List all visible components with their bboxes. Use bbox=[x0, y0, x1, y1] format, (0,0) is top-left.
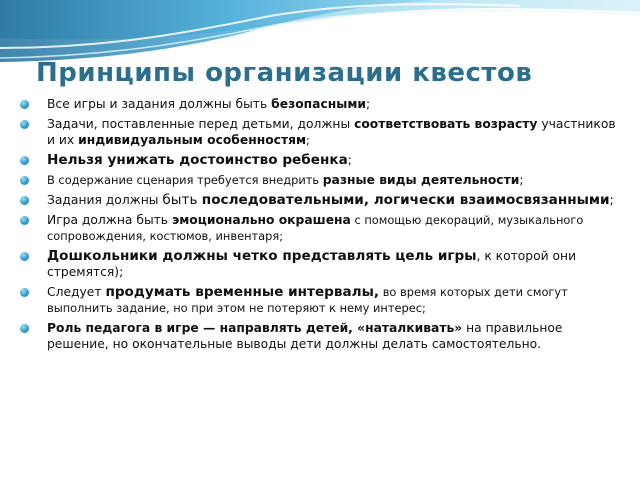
bullet-dot-icon bbox=[20, 120, 29, 129]
emphasis-text: Нельзя унижать достоинство ребенка bbox=[47, 152, 348, 168]
list-item bbox=[18, 212, 618, 244]
principles-list bbox=[18, 96, 618, 356]
emphasis-text: соответствовать возрасту bbox=[354, 117, 538, 131]
body-text: Игра должна быть bbox=[47, 213, 172, 227]
emphasis-text: продумать временные интервалы, bbox=[105, 284, 380, 300]
emphasis-text: Роль педагога в игре — направлять детей, «наталкивать» bbox=[47, 321, 463, 335]
emphasis-text: последовательными, логически взаимосвязанными bbox=[201, 192, 610, 208]
bullet-dot-icon bbox=[20, 216, 29, 225]
body-text: Все игры и задания должны быть bbox=[47, 97, 272, 111]
body-text: ; bbox=[347, 153, 352, 167]
body-text: В содержание сценария требуется внедрить bbox=[47, 173, 323, 187]
body-text: ; bbox=[366, 97, 371, 111]
emphasis-text: эмоционально окрашена bbox=[171, 213, 351, 227]
bullet-dot-icon bbox=[20, 100, 29, 109]
body-text: ; bbox=[519, 173, 524, 187]
body-text: во время которых дети смогут выполнить задание, но при этом не потеряют к нему интерес; bbox=[47, 285, 568, 315]
emphasis-text: безопасными bbox=[271, 97, 367, 111]
list-item bbox=[18, 284, 618, 316]
slide-title: Принципы организации квестов bbox=[36, 58, 533, 88]
body-text: Задачи, поставленные перед детьми, должны bbox=[47, 117, 355, 131]
bullet-dot-icon bbox=[20, 196, 29, 205]
list-item bbox=[18, 96, 618, 112]
list-item bbox=[18, 248, 618, 280]
body-text: ; bbox=[306, 133, 310, 147]
body-text: на правильное решение, но окончательные выводы дети должны делать самостоятельно. bbox=[47, 321, 563, 351]
body-text: , к которой они стремятся); bbox=[47, 249, 577, 279]
body-text: Следует bbox=[47, 285, 106, 299]
list-item bbox=[18, 116, 618, 148]
body-text: с помощью декораций, музыкального сопровождения, костюмов, инвентаря; bbox=[47, 213, 584, 243]
bullet-dot-icon bbox=[20, 176, 29, 185]
list-item bbox=[18, 192, 618, 208]
body-text: участников и их bbox=[47, 117, 616, 147]
emphasis-text: индивидуальным особенностям bbox=[78, 133, 307, 147]
body-text: ; bbox=[609, 193, 614, 207]
bullet-dot-icon bbox=[20, 324, 29, 333]
body-text: Задания должны bbox=[47, 193, 163, 207]
list-item bbox=[18, 152, 618, 168]
list-item bbox=[18, 172, 618, 188]
bullet-dot-icon bbox=[20, 156, 29, 165]
body-text: быть bbox=[162, 192, 202, 208]
list-item bbox=[18, 320, 618, 352]
emphasis-text: разные виды деятельности bbox=[322, 173, 520, 187]
bullet-dot-icon bbox=[20, 252, 29, 261]
bullet-dot-icon bbox=[20, 288, 29, 297]
emphasis-text: Дошкольники должны четко представлять цель игры bbox=[47, 248, 477, 264]
